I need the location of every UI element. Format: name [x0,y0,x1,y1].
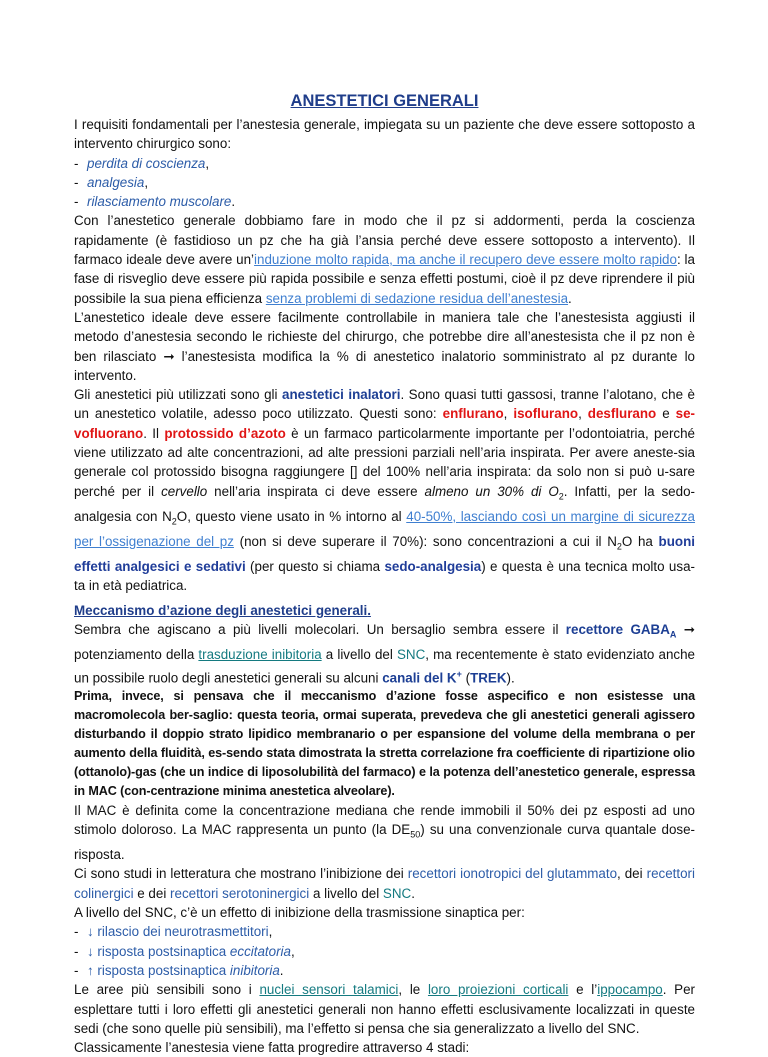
page-title: ANESTETICI GENERALI [290,92,479,110]
highlight-link: induzione molto rapida, ma anche il recupero deve essere molto rapido [254,252,677,268]
paragraph-controllo: L’anestetico ideale deve essere facilmente controllabile in maniera tale che l’anestesista aggiusti il metodo d’anestesia secondo le richieste del chirurgo, che potrebbe dire all’anestesista che il pz non è ben rilasciato ➞ l’anestesista modifica la % di anestetico inalatorio somministrato al pz durante lo intervento. [74,309,695,383]
list-item: - ↓ rilascio dei neurotrasmettitori, [74,924,273,940]
list-item: - rilasciamento muscolare. [74,194,236,210]
document-page [74,92,695,1057]
paragraph-inalatori: Gli anestetici più utilizzati sono gli anestetici inalatori. Sono quasi tutti gassosi, tranne l’alotano, che è un anestetico volatile, adesso poco utilizzato. Questi sono: enflurano, isoflurano, desflurano e se-vofluorano. Il protossido d’azoto è un farmaco particolarmente importante per l’odontoiatria, perché viene utilizzato ad alte concentrazioni, ad alte pressioni parziali nell’aria inspirata. Per avere aneste-sia generale col protossido bisogna raggiungere [] del 100% nell’aria inspirata: da solo non si può u-sare perché per il cervello nell’aria inspirata ci deve essere almeno un 30% di $O_2$. Infatti, per la sedo-analgesia con $N_2O$, questo viene usato in % intorno al 40-50%, lasciando così un margine di sicurezza per l’ossigenazione del pz (non si deve superare il 70%): sono concentrazioni a cui il $N_2O$ ha buoni effetti analgesici e sedativi (per questo si chiama sedo-analgesia) e questa è una tecnica molto usa-ta in età pediatrica. [74,387,696,593]
section-heading: Meccanismo d’azione degli anestetici generali. [74,603,371,619]
list-item: - ↑ risposta postsinaptica inibitoria. [74,962,284,978]
paragraph-teoria: Prima, invece, si pensava che il meccanismo d’azione fosse aspecifico e non esistesse una macromolecola ber-saglio: questa teoria, ormai superata, prevedeva che gli anestetici generali agissero disturbando il doppio strato lipidico membranario o per espansione del volume della membrana o per aumento della fluidità, es-sendo stata dimostrata la stretta correlazione fra coefficiente di ripartizione olio (ottanolo)-gas (che un indice di liposolubilità del farmaco) e la potenza dell’anestetico generale, espressa in MAC (con-centrazione minima anestetica alveolare). [74,689,695,798]
paragraph-recettori: Ci sono studi in letteratura che mostrano l’inibizione dei recettori ionotropici del glutammato, dei recettori colinergici e dei recettori serotoninergici a livello del SNC. [74,866,695,901]
paragraph-stadi: Classicamente l’anestesia viene fatta progredire attraverso 4 stadi: [74,1040,470,1056]
paragraph-aree: Le aree più sensibili sono i nuclei sensori talamici, le loro proiezioni corticali e l’ippocampo. Per esplettare tutti i loro effetti gli anestetici generali non hanno effetti esclusivamente localizzati in queste sedi (che sono quelle più sensibili), ma l’effetto si pensa che sia generalizzato a livello del SNC. [74,982,695,1036]
paragraph-snc: A livello del SNC, c’è un effetto di inibizione della trasmissione sinaptica per: [74,905,525,921]
list-item: - analgesia, [74,174,149,190]
highlight-link: 40-50%, lasciando così un margine di sicurezza per l’ossigenazione del pz [74,508,696,549]
intro-paragraph: I requisiti fondamentali per l’anestesia generale, impiegata su un paziente che deve essere sottoposto a intervento chirurgico sono: [74,117,695,152]
list-item: - ↓ risposta postsinaptica eccitatoria, [74,943,295,959]
list-item: - perdita di coscienza, [74,155,210,171]
paragraph-mac: Il MAC è definita come la concentrazione mediana che rende immobili il 50% dei pz esposti ad uno stimolo doloroso. La MAC rappresenta un punto (la $DE_{50}$) su una convenzionale curva quantale dose-risposta. [74,802,695,863]
paragraph-induzione: Con l’anestetico generale dobbiamo fare in modo che il pz si addormenti, perda la coscienza rapidamente (è fastidioso un pz che ha già l’ansia perché deve essere sottoposto a intervento). Il farmaco ideale deve avere un’induzione molto rapida, ma anche il recupero deve essere molto rapido: la fase di risveglio deve essere più rapida possibile e senza effetti postumi, cioè il pz deve riprendere il più possibile la sua piena efficienza senza problemi di sedazione residua dell’anestesia. [74,213,695,306]
highlight-link: senza problemi di sedazione residua dell’anestesia [265,290,569,306]
paragraph-meccanismo: Sembra che agiscano a più livelli molecolari. Un bersaglio sembra essere il recettore $GABA_A$ ➞ potenziamento della trasduzione inibitoria a livello del SNC, ma recentemente è stato evidenziato anche un possibile ruolo degli anestetici generali su alcuni canali del K+ (TREK). [74,622,695,686]
